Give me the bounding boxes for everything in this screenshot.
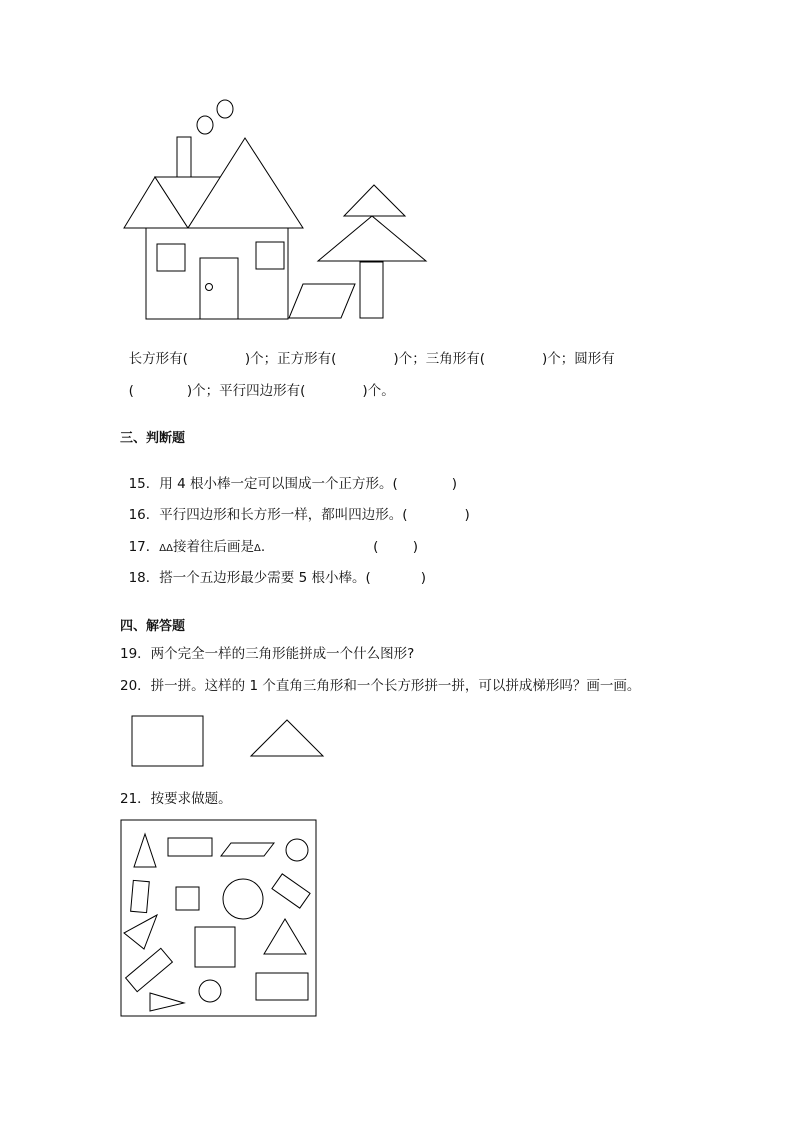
question-16-close: ) [464, 507, 470, 523]
question-18-close: ) [420, 570, 426, 586]
small-square [176, 887, 199, 910]
question-17-dot: . [260, 539, 266, 555]
q14-square-label: )个；正方形有( [244, 351, 337, 367]
question-17-number: 17． [128, 539, 160, 555]
circle-large [223, 879, 263, 919]
q14-parallelogram-label: )个；平行四边形有( [186, 383, 306, 399]
question-18 [120, 551, 426, 587]
window-left [157, 244, 185, 271]
q14-end: )个。 [362, 383, 395, 399]
question-21: 21．按要求做题。 [120, 791, 232, 807]
chimney [177, 137, 191, 177]
wide-rectangle-top [168, 838, 212, 856]
circle-small-top [286, 839, 308, 861]
q14-line-2 [120, 364, 395, 400]
question-17-answer[interactable]: ( ) [373, 539, 418, 555]
circle-small-bottom [199, 980, 221, 1002]
section-3-heading: 三、判断题 [120, 431, 186, 446]
q14-triangle-label: )个；三角形有( [393, 351, 485, 367]
right-triangle-shape [251, 720, 323, 756]
triangle-pattern: ΔΔ [159, 543, 173, 554]
q14-open-paren: ( [128, 383, 134, 399]
tree-trunk [360, 262, 383, 318]
question-15-close: ) [451, 476, 457, 492]
tree-top-triangle [344, 185, 405, 216]
parallelogram-path [289, 284, 355, 318]
window-right [256, 242, 284, 269]
q20-shapes [0, 700, 794, 780]
question-18-text: 18．搭一个五边形最少需要 5 根小棒。( [128, 570, 371, 586]
question-16 [120, 488, 470, 524]
section-4-heading: 四、解答题 [120, 619, 186, 634]
medium-square [195, 927, 235, 967]
rectangle-shape [132, 716, 203, 766]
q14-circle-label: )个；圆形有 [541, 351, 615, 367]
q14-line-1 [120, 332, 615, 368]
rectangle-bottom-right [256, 973, 308, 1000]
q14-rect-label: 长方形有( [128, 351, 188, 367]
parallelogram-shape [221, 843, 274, 856]
tilted-narrow-rectangle [131, 880, 150, 912]
question-19: 19．两个完全一样的三角形能拼成一个什么图形? [120, 646, 415, 662]
question-17-text: 接着往后画是 [172, 539, 254, 555]
smoke-circle-bottom [197, 116, 213, 134]
question-20: 20．拼一拼。这样的 1 个直角三角形和一个长方形拼一拼，可以拼成梯形吗？画一画。 [120, 678, 641, 694]
tree-bottom-triangle [318, 216, 426, 261]
question-16-text: 16．平行四边形和长方形一样，都叫四边形。( [128, 507, 408, 523]
triangle-answer: Δ [253, 543, 261, 554]
house-picture [0, 0, 794, 330]
door-knob [206, 284, 213, 291]
smoke-circle-top [217, 100, 233, 118]
q21-shapes-box [0, 810, 794, 1030]
question-15-text: 15．用 4 根小棒一定可以围成一个正方形。( [128, 476, 398, 492]
